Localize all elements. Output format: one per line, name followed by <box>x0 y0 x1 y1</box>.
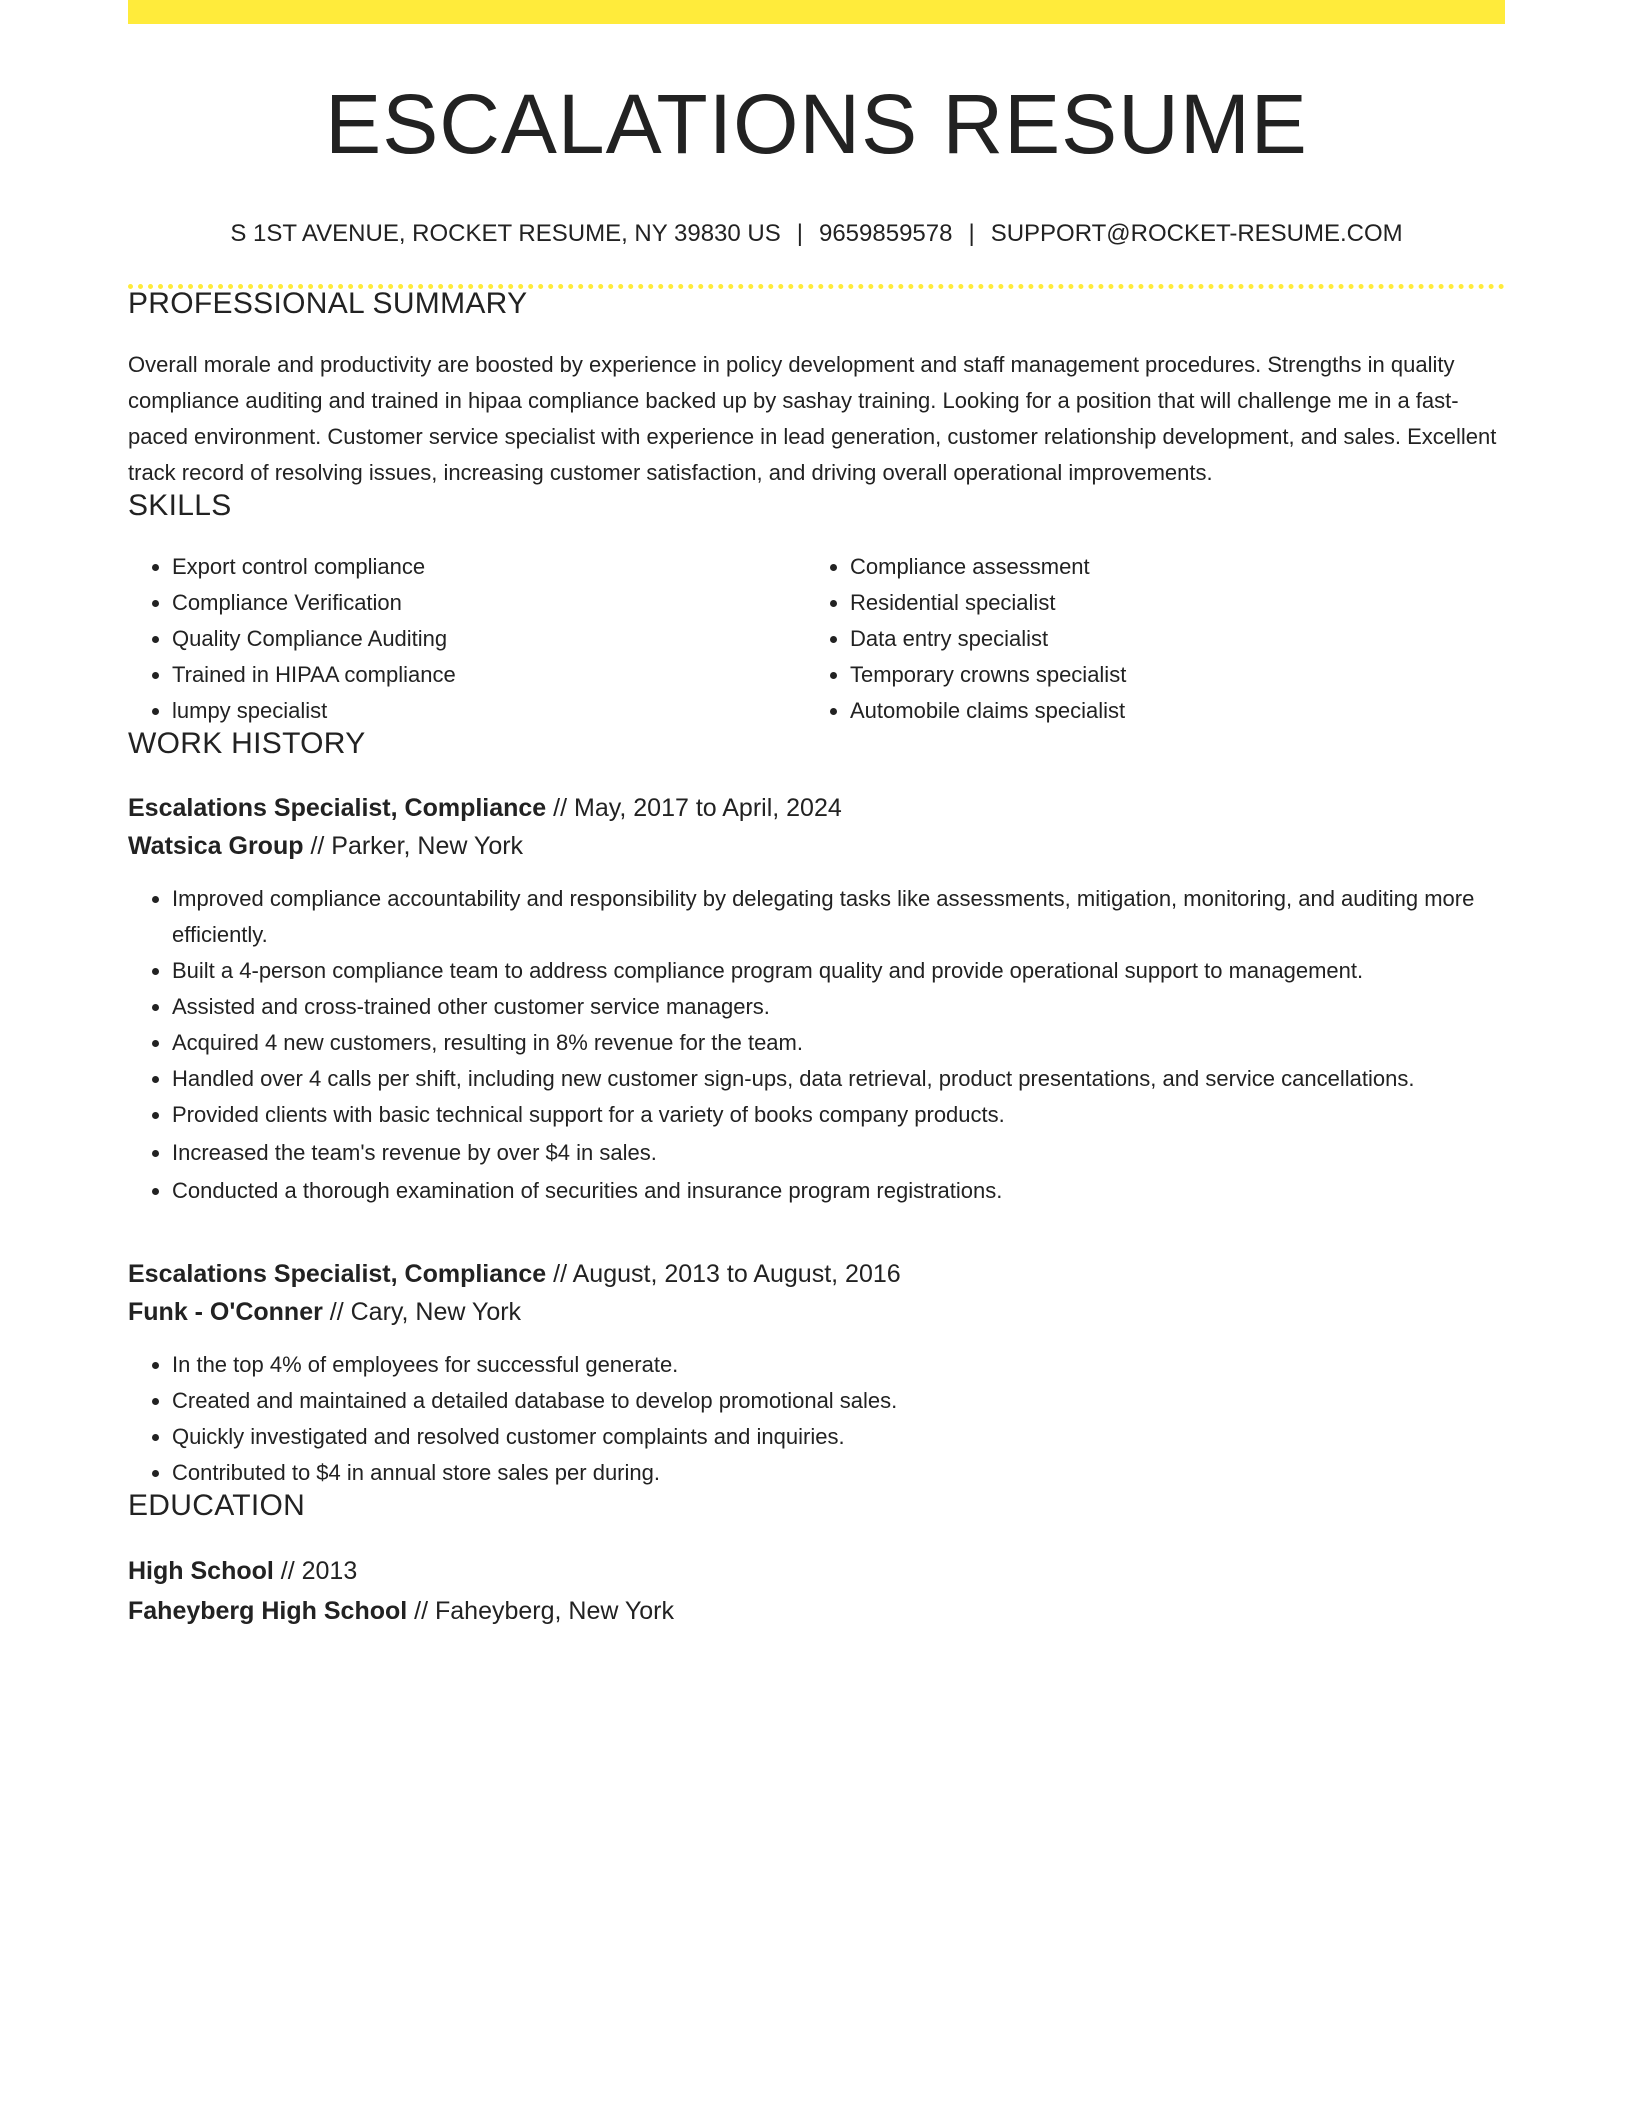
skills-list <box>128 549 1505 729</box>
skill-item: • Data entry specialist <box>850 621 1484 657</box>
job-bullet: • Quickly investigated and resolved customer complaints and inquiries. <box>172 1419 1505 1455</box>
job-bullet: • Created and maintained a detailed database to develop promotional sales. <box>172 1383 1505 1419</box>
education-entry <box>128 1551 1505 1631</box>
job-bullet: • Improved compliance accountability and responsibility by delegating tasks like assessments, mitigation, monitoring, and auditing more efficiently. <box>172 881 1505 953</box>
job-bullets <box>128 1347 1505 1491</box>
skill-item: • Compliance assessment <box>850 549 1484 585</box>
summary-text: Overall morale and productivity are boosted by experience in policy development and staff management procedures. Strengths in quality compliance auditing and trained in hipaa compliance backed up by sashay training. Looking for a position that will challenge me in a fast-paced environment. Customer service specialist with experience in lead generation, customer relationship development, and sales. Excellent track record of resolving issues, increasing customer satisfaction, and driving overall operational improvements. <box>128 352 1497 485</box>
contact-separator: | <box>968 220 975 247</box>
education-degree-line <box>128 1551 1505 1591</box>
education-title: EDUCATION <box>128 1489 306 1522</box>
job-bullet: • Conducted a thorough examination of securities and insurance program registrations. <box>172 1173 1505 1209</box>
job-role: Escalations Specialist, Compliance <box>128 1260 547 1288</box>
skill-item: • Automobile claims specialist <box>850 693 1484 729</box>
skills-column-left <box>128 549 806 729</box>
job-dates: // August, 2013 to August, 2016 <box>546 1260 901 1288</box>
education-school: Faheyberg High School <box>128 1597 408 1625</box>
job-bullet: • In the top 4% of employees for successful generate. <box>172 1347 1505 1383</box>
skill-item: • Quality Compliance Auditing <box>172 621 806 657</box>
contact-line <box>128 222 1505 246</box>
job-company-line <box>128 1293 1505 1331</box>
job-bullet: • Acquired 4 new customers, resulting in 8% revenue for the team. <box>172 1025 1505 1061</box>
job-bullets <box>128 881 1505 1209</box>
skills-title: SKILLS <box>128 489 232 522</box>
skill-item: • Trained in HIPAA compliance <box>172 657 806 693</box>
job-dates: // May, 2017 to April, 2024 <box>546 794 842 822</box>
skill-item: • Temporary crowns specialist <box>850 657 1484 693</box>
accent-top-bar <box>128 0 1505 24</box>
job-company: Watsica Group <box>128 832 304 860</box>
resume-name: ESCALATIONS RESUME <box>325 77 1308 171</box>
job-location: // Parker, New York <box>303 832 524 860</box>
work-history-title: WORK HISTORY <box>128 727 366 760</box>
job-bullet: • Built a 4-person compliance team to address compliance program quality and provide operational support to management. <box>172 953 1505 989</box>
education-year: // 2013 <box>273 1557 358 1585</box>
skills-column-right <box>806 549 1484 729</box>
job-bullet: • Handled over 4 calls per shift, including new customer sign-ups, data retrieval, product presentations, and service cancellations. <box>172 1061 1505 1097</box>
contact-address: S 1ST AVENUE, ROCKET RESUME, NY 39830 US <box>230 220 781 247</box>
job-bullet: • Increased the team's revenue by over $4 in sales. <box>172 1135 1505 1171</box>
contact-phone: 9659859578 <box>818 220 953 247</box>
skill-item: • lumpy specialist <box>172 693 806 729</box>
job-role-line <box>128 1255 1505 1293</box>
education-school-line <box>128 1591 1505 1631</box>
job-role: Escalations Specialist, Compliance <box>128 794 547 822</box>
job-bullet: • Provided clients with basic technical support for a variety of books company products. <box>172 1097 1505 1133</box>
education-degree: High School <box>128 1557 274 1585</box>
skill-item: • Export control compliance <box>172 549 806 585</box>
job-bullet: • Assisted and cross-trained other customer service managers. <box>172 989 1505 1025</box>
summary-title: PROFESSIONAL SUMMARY <box>128 287 528 320</box>
job-company: Funk - O'Conner <box>128 1298 323 1326</box>
job-entry <box>128 789 1505 1209</box>
skill-item: • Residential specialist <box>850 585 1484 621</box>
contact-separator: | <box>796 220 803 247</box>
job-company-line <box>128 827 1505 865</box>
job-bullet: • Contributed to $4 in annual store sales per during. <box>172 1455 1505 1491</box>
education-location: // Faheyberg, New York <box>407 1597 675 1625</box>
contact-email: SUPPORT@ROCKET-RESUME.COM <box>990 220 1403 247</box>
skill-item: • Compliance Verification <box>172 585 806 621</box>
job-role-line <box>128 789 1505 827</box>
job-location: // Cary, New York <box>322 1298 522 1326</box>
job-entry <box>128 1255 1505 1491</box>
resume-page <box>128 0 1505 1631</box>
